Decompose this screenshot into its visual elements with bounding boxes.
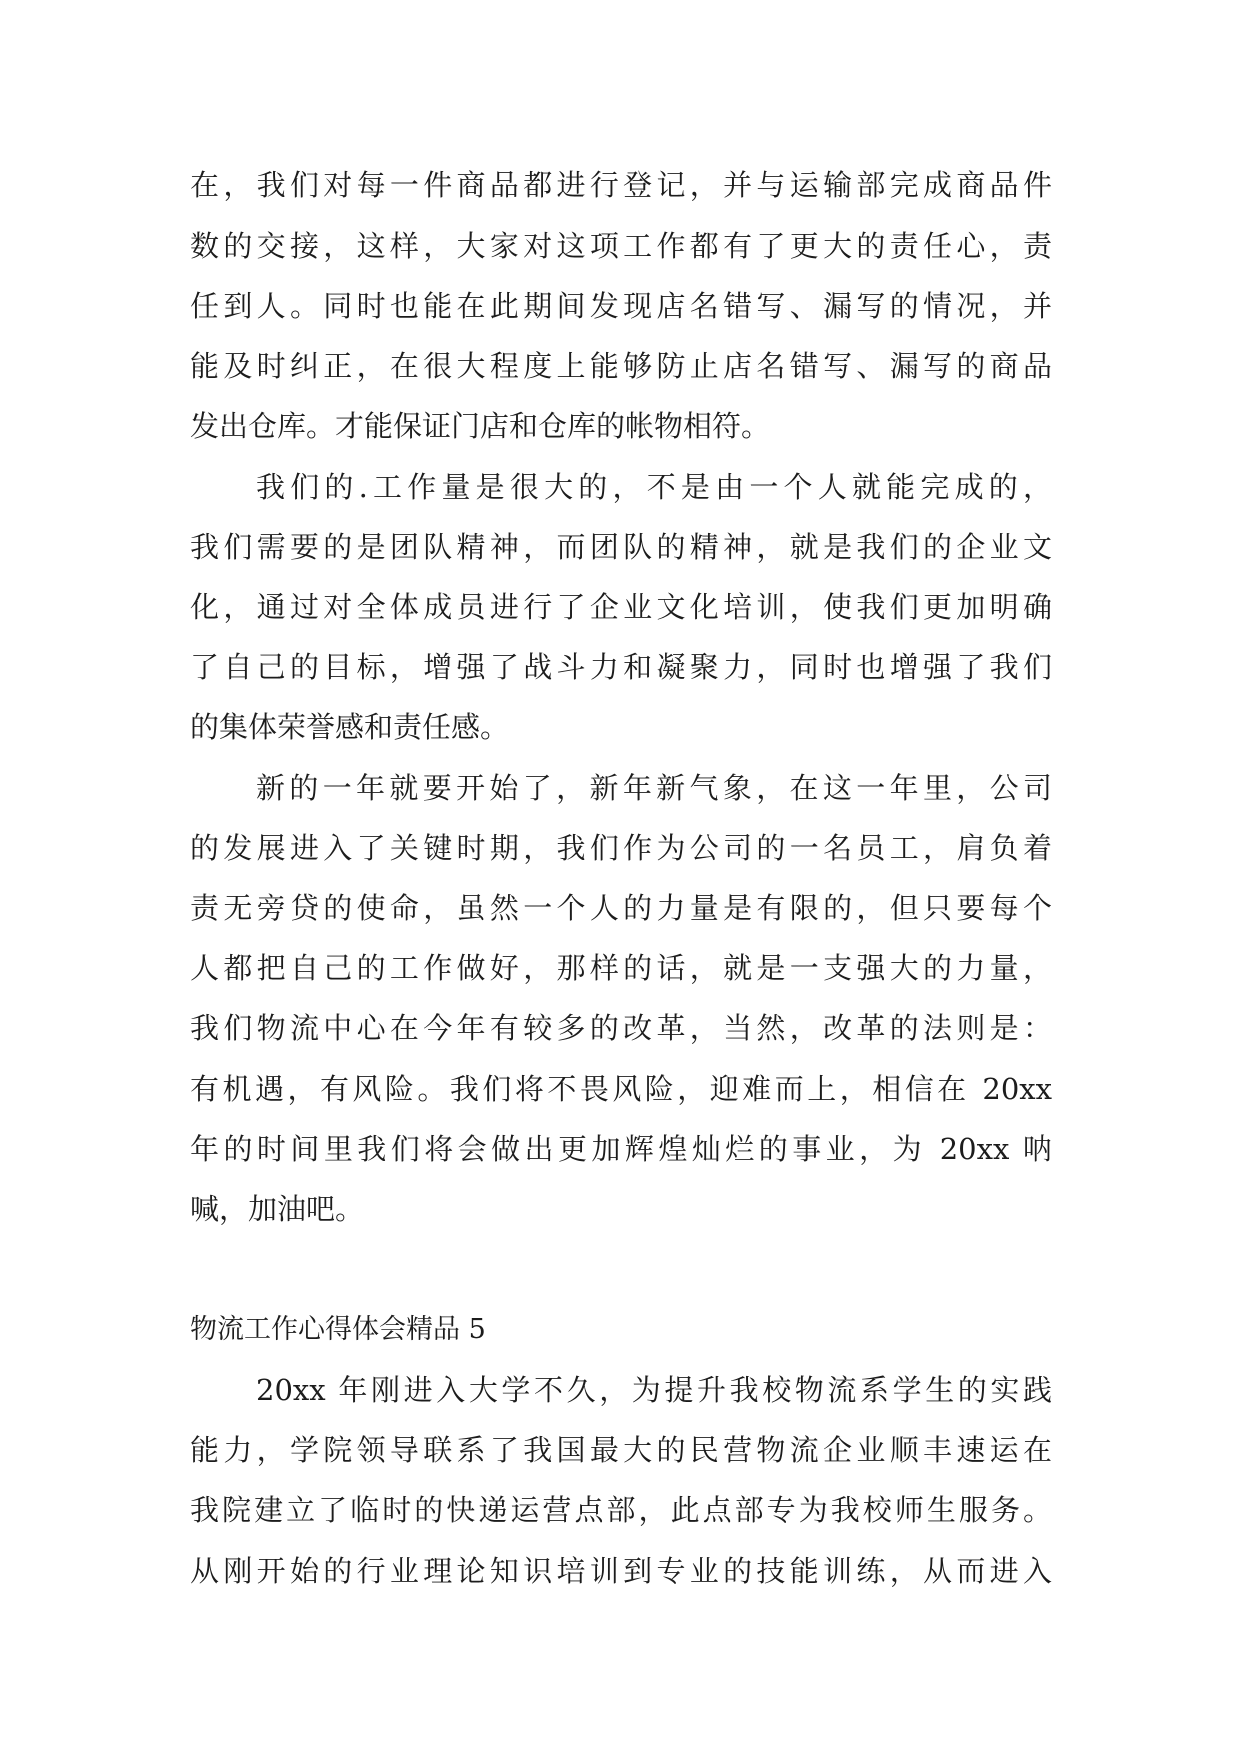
paragraph-line: 我们物流中心在今年有较多的改革，当然，改革的法则是： — [190, 1011, 1052, 1045]
paragraph-line: 在，我们对每一件商品都进行登记，并与运输部完成商品件 — [190, 168, 1052, 202]
paragraph-line: 数的交接，这样，大家对这项工作都有了更大的责任心，责 — [190, 229, 1052, 263]
paragraph-line: 的发展进入了关键时期，我们作为公司的一名员工，肩负着 — [190, 831, 1052, 865]
paragraph-line: 喊，加油吧。 — [190, 1192, 365, 1226]
paragraph-line: 发出仓库。才能保证门店和仓库的帐物相符。 — [190, 409, 771, 443]
paragraph-line: 从刚开始的行业理论知识培训到专业的技能训练，从而进入 — [190, 1554, 1052, 1588]
paragraph-line: 我们的.工作量是很大的，不是由一个人就能完成的， — [256, 470, 1052, 504]
paragraph-line: 责无旁贷的使命，虽然一个人的力量是有限的，但只要每个 — [190, 891, 1052, 925]
paragraph-line: 化，通过对全体成员进行了企业文化培训，使我们更加明确 — [190, 590, 1052, 624]
paragraph-line: 能力，学院领导联系了我国最大的民营物流企业顺丰速运在 — [190, 1433, 1052, 1467]
paragraph-line: 的集体荣誉感和责任感。 — [190, 710, 510, 744]
paragraph-line: 人都把自己的工作做好，那样的话，就是一支强大的力量， — [190, 951, 1052, 985]
paragraph-line: 了自己的目标，增强了战斗力和凝聚力，同时也增强了我们 — [190, 650, 1052, 684]
paragraph-line: 新的一年就要开始了，新年新气象，在这一年里，公司 — [256, 771, 1052, 805]
paragraph-line: 年的时间里我们将会做出更加辉煌灿烂的事业，为 20xx 呐 — [190, 1132, 1052, 1166]
paragraph-line: 能及时纠正，在很大程度上能够防止店名错写、漏写的商品 — [190, 349, 1052, 383]
section-title: 物流工作心得体会精品 5 — [190, 1314, 486, 1345]
paragraph-line: 20xx 年刚进入大学不久，为提升我校物流系学生的实践 — [256, 1373, 1052, 1407]
paragraph-line: 我们需要的是团队精神，而团队的精神，就是我们的企业文 — [190, 530, 1052, 564]
paragraph-line: 我院建立了临时的快递运营点部，此点部专为我校师生服务。 — [190, 1493, 1052, 1527]
paragraph-line: 有机遇，有风险。我们将不畏风险，迎难而上，相信在 20xx — [190, 1072, 1052, 1106]
paragraph-line: 任到人。同时也能在此期间发现店名错写、漏写的情况，并 — [190, 289, 1052, 323]
